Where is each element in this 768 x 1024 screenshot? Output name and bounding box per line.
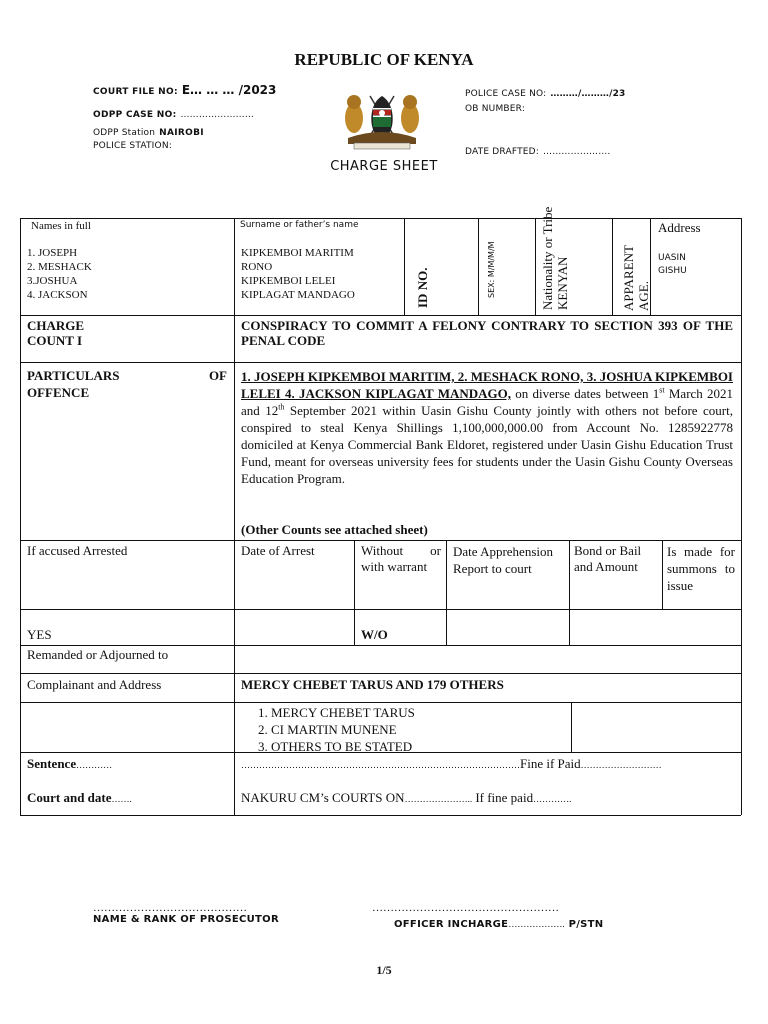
id-header: ID NO. [415,267,430,308]
nationality-value: KENYAN [555,256,570,310]
surname-list [241,246,355,302]
nationality-header [540,207,570,310]
odpp-station-field [93,122,204,140]
table-line [20,702,741,703]
court-file-value: E… … … /2023 [181,83,277,97]
odpp-station-value: NAIROBI [159,128,204,138]
surname-header: Surname or father’s name [240,220,359,230]
court-date-label: Court and date……. [27,790,132,805]
table-line [741,218,742,815]
officer-signature: …………………………………………… OFFICER INCHARGE………………. P/STN [372,902,604,930]
odpp-case-field [93,104,254,122]
bond-bail-label: Bond or Bail and Amount [574,543,642,574]
odpp-station-label: ODPP Station [93,128,156,138]
list-item: 1. JOSEPH [27,247,78,259]
prosecutor-label: NAME & RANK OF PROSECUTOR [93,914,279,925]
sex-header: SEX: M/M/M/M [487,241,496,298]
names-header: Names in full [31,220,91,232]
witness-list [241,704,415,755]
accused-names: 1. JOSEPH KIPKEMBOI MARITIM, 2. MESHACK RONO, 3. JOSHUA KIPKEMBOI LELEI 4. JACKSON KIPLAGAT MANDAGO, [241,369,733,401]
date-drafted-label: DATE DRAFTED: [465,147,540,157]
court-file-label: COURT FILE NO: [93,87,178,97]
date-drafted-field [465,141,610,159]
odpp-case-label: ODPP CASE NO: [93,110,177,120]
table-line [478,218,479,315]
table-line [20,815,741,816]
date-drafted-value: …………………. [543,147,611,157]
officer-label: OFFICER INCHARGE [394,919,509,930]
table-line [234,218,235,815]
warrant-label: Without or with warrant [361,543,441,574]
charge-text: CONSPIRACY TO COMMIT A FELONY CONTRARY TO SECTION 393 OF THE PENAL CODE [241,318,733,348]
nationality-label: Nationality or Tribe [540,206,555,310]
table-line [404,218,405,315]
page-number: 1/5 [376,963,392,977]
list-item: KIPKEMBOI LELEI [241,275,336,287]
sentence-field: …………………………………………………………………………………Fine if Paid……………………… [241,756,662,771]
table-line [20,362,741,363]
age-header: APPARENT AGE. [621,245,651,311]
complainant-value: MERCY CHEBET TARUS AND 179 OTHERS [241,677,504,692]
other-counts-note: (Other Counts see attached sheet) [241,522,428,537]
address-value: UASIN GISHU [658,253,687,276]
charge-sheet-title: CHARGE SHEET [330,159,438,174]
warrant-value: W/O [361,627,388,642]
list-item: 4. JACKSON [27,289,88,301]
date-apprehension-label: Date Apprehension Report to court [453,544,554,576]
table-line [20,673,741,674]
complainant-label: Complainant and Address [27,677,162,692]
police-station-label: POLICE STATION: [93,141,172,151]
list-item: 2. CI MARTIN MUNENE [271,721,415,738]
address-header: Address [658,220,701,235]
summons-label: Is made for summons to issue [667,544,735,593]
table-line [20,218,741,219]
table-line [446,540,447,645]
particulars-text: 1. JOSEPH KIPKEMBOI MARITIM, 2. MESHACK RONO, 3. JOSHUA KIPKEMBOI LELEI 4. JACKSON KIPLAGAT MANDAGO, on diverse dates between 1st March 2021 and 12th September 2021 within Uasin Gishu County jointly with others not before court, conspired to steal Kenya Shillings 1,100,000,000.00 from Account No. 1285922778 domiciled at Kenya Commercial Bank Eldoret, registered under Uasin Gishu Education Trust Fund, meant for overseas university fees for students under the Uasin Gishu County Overseas Education Program. [241,369,734,486]
table-line [20,609,741,610]
table-line [569,540,570,645]
table-line [20,540,741,541]
ob-number-label: OB NUMBER: [465,104,526,114]
table-line [571,702,572,752]
particulars-label: PARTICULARS OF OFFENCE [27,368,227,400]
list-item: KIPKEMBOI MARITIM [241,247,354,259]
table-line [535,218,536,315]
charge-label: CHARGE COUNT I [27,318,85,348]
list-item: 3.JOSHUA [27,275,78,287]
prosecutor-signature: …………………………………… NAME & RANK OF PROSECUTOR [93,902,279,925]
police-case-field [465,83,626,101]
page-title: REPUBLIC OF KENYA [294,50,474,69]
table-line [662,540,663,609]
list-item: 2. MESHACK [27,261,92,273]
table-line [20,315,741,316]
names-list [27,246,92,302]
coat-of-arms-icon [340,86,424,152]
remanded-label: Remanded or Adjourned to [27,647,169,662]
sentence-label: Sentence………… [27,756,113,771]
arrested-value: YES [27,627,52,642]
police-case-label: POLICE CASE NO: [465,89,547,99]
list-item: 1. MERCY CHEBET TARUS [271,704,415,721]
if-arrested-label: If accused Arrested [27,543,128,558]
table-line [612,218,613,315]
police-case-value: ………/………/23 [550,89,626,99]
list-item: 3. OTHERS TO BE STATED [271,738,415,755]
court-date-field: NAKURU CM’s COURTS ON………………….. If fine paid…………. [241,790,572,805]
table-line [20,645,741,646]
table-line [20,218,21,815]
list-item: RONO [241,261,273,273]
odpp-case-value: …………………… [180,110,255,120]
date-of-arrest-label: Date of Arrest [241,543,315,558]
court-file-field [93,81,276,99]
list-item: KIPLAGAT MANDAGO [241,289,355,301]
table-line [354,540,355,645]
